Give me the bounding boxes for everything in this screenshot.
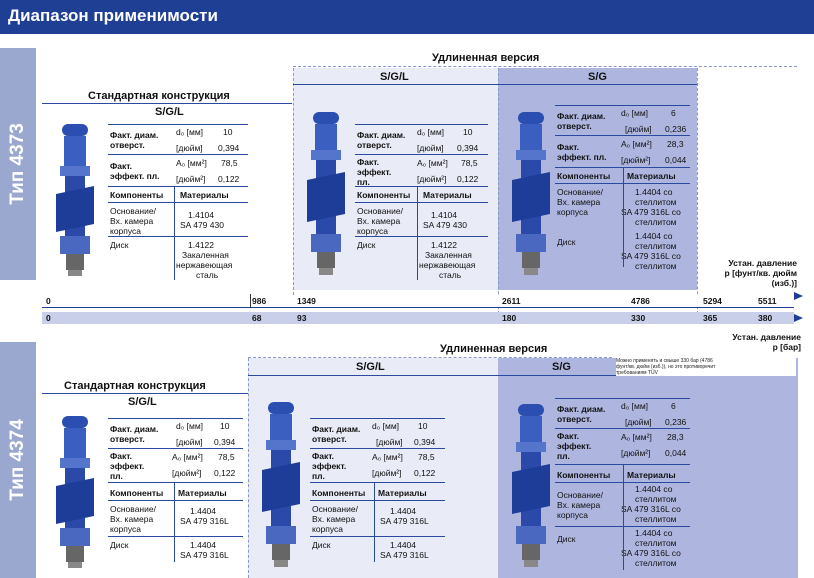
valve-image-4373-std xyxy=(52,120,98,278)
tick-psi-0: 0 xyxy=(46,296,51,306)
sgl-ext-title-4373: S/G/L xyxy=(380,71,409,83)
tick-bar-68: 68 xyxy=(252,313,262,323)
scale-psi-arrow xyxy=(794,292,803,300)
sgl-std-title-4374: S/G/L xyxy=(128,396,157,408)
tick-psi-5294: 5294 xyxy=(703,296,722,306)
extended-title-4374: Удлиненная версия xyxy=(440,343,548,355)
valve-image-4374-std xyxy=(52,412,98,570)
spec-table-4374-ext-sgl: Факт. диам. отверст. d₀ [мм] 10 [дюйм] 0,394 Факт. эффект. пл. A₀ [мм²] 78,5 [дюйм²] 0,122 Компоненты Материалы Основание/ Вх. камера корпуса 1.4404 SA 479 316L Диск 1.4404 SA 479 316L xyxy=(310,418,445,568)
standard-title-4374: Стандартная конструкция xyxy=(64,380,206,392)
tick-bar-180: 180 xyxy=(502,313,517,323)
spec-table-4373-ext-sg: Факт. диам. отверст. d₀ [мм] 6 [дюйм] 0,236 Факт. эффект. пл. A₀ [мм²] 28,3 [дюйм²] 0,044 Компоненты Материалы Основание/ Вх. камера корпуса 1.4404 со стеллитом SA 479 316L со стеллитом Диск 1.4404 со стеллитом SA 479 316L со стеллитом xyxy=(555,105,690,265)
vline-5294 xyxy=(697,68,698,324)
scale-psi xyxy=(42,296,794,308)
tick-bar-380: 380 xyxy=(758,313,773,323)
standard-title-4373: Стандартная конструкция xyxy=(88,90,230,102)
sgl-ext-title-4374: S/G/L xyxy=(356,361,385,373)
ext-title-line-4373 xyxy=(293,84,697,85)
tick-bar-330: 330 xyxy=(631,313,646,323)
type-4373-tab: Тип 4373 xyxy=(0,48,36,280)
page-title: Диапазон применимости xyxy=(8,6,218,25)
ext-title-line-4374 xyxy=(248,375,616,376)
tick-psi-1349: 1349 xyxy=(297,296,316,306)
scale-bar xyxy=(42,312,794,324)
spec-table-4373-ext-sgl: Факт. диам. отверст. d₀ [мм] 10 [дюйм] 0,394 Факт. эффект. пл. A₀ [мм²] 78,5 [дюйм²] 0,122 Компоненты Материалы Основание/ Вх. камера корпуса 1.4104 SA 479 430 Диск 1.4122 Закаленная нержавеющая сталь xyxy=(355,124,488,284)
tick-psi-986: 986 xyxy=(252,296,267,306)
vline-1349 xyxy=(293,68,294,300)
sgl-std-title-4373: S/G/L xyxy=(155,106,184,118)
tick-bar-365: 365 xyxy=(703,313,718,323)
extended-dash-4373 xyxy=(293,66,797,67)
spec-table-4373-std: Факт. диам. отверст. d₀ [мм] 10 [дюйм] 0,394 Факт. эффект. пл. A₀ [мм²] 78,5 [дюйм²] 0,122 Компоненты Материалы Основание/ Вх. камера корпуса 1.4104 SA 479 430 Диск 1.4122 Закаленная нержавеющая сталь xyxy=(108,124,248,284)
type-4374-tab: Тип 4374 xyxy=(0,342,36,578)
tick-psi-2611: 2611 xyxy=(502,296,521,306)
std-line-4373 xyxy=(42,103,292,104)
sg-ext-title-4373: S/G xyxy=(588,71,607,83)
spec-table-4374-std: Факт. диам. отверст. d₀ [мм] 10 [дюйм] 0,394 Факт. эффект. пл. A₀ [мм²] 78,5 [дюйм²] 0,122 Компоненты Материалы Основание/ Вх. камера корпуса 1.4404 SA 479 316L Диск 1.4404 SA 479 316L xyxy=(108,418,243,568)
valve-image-4373-ext-sg xyxy=(508,110,554,278)
extended-title-4373: Удлиненная версия xyxy=(432,52,540,64)
tick-bar-93: 93 xyxy=(297,313,307,323)
std-line-4374 xyxy=(42,393,248,394)
pressure-psi-label: Устан. давление р [фунт/кв. дюйм (изб.)] xyxy=(724,258,797,288)
tick-psi-4786: 4786 xyxy=(631,296,650,306)
spec-table-4374-ext-sg: Факт. диам. отверст. d₀ [мм] 6 [дюйм] 0,236 Факт. эффект. пл. A₀ [мм²] 28,3 [дюйм²] 0,044 Компоненты Материалы Основание/ Вх. камера корпуса 1.4404 со стеллитом SA 479 316L со стеллитом Диск 1.4404 со стеллитом SA 479 316L со стеллитом xyxy=(555,398,690,574)
tick-bar-0: 0 xyxy=(46,313,51,323)
page-header xyxy=(0,0,814,34)
vline-4374-a xyxy=(248,358,249,578)
tick-mark-986 xyxy=(250,294,251,308)
valve-image-4374-ext-sg xyxy=(508,402,554,570)
sg-ext-title-4374: S/G xyxy=(552,361,571,373)
pressure-bar-label: Устан. давление р [бар] xyxy=(732,332,801,352)
vline-2611 xyxy=(498,68,499,324)
valve-image-4374-ext-sgl xyxy=(258,400,304,570)
scale-bar-arrow xyxy=(794,314,803,322)
tuv-note: Можно применять и свыше 330 бар (4786 фунт/кв. дюйм (изб.)), но это противоречит требованиям TÜV xyxy=(616,358,796,376)
tick-psi-5511: 5511 xyxy=(758,296,777,306)
valve-image-4373-ext-sgl xyxy=(303,110,349,278)
